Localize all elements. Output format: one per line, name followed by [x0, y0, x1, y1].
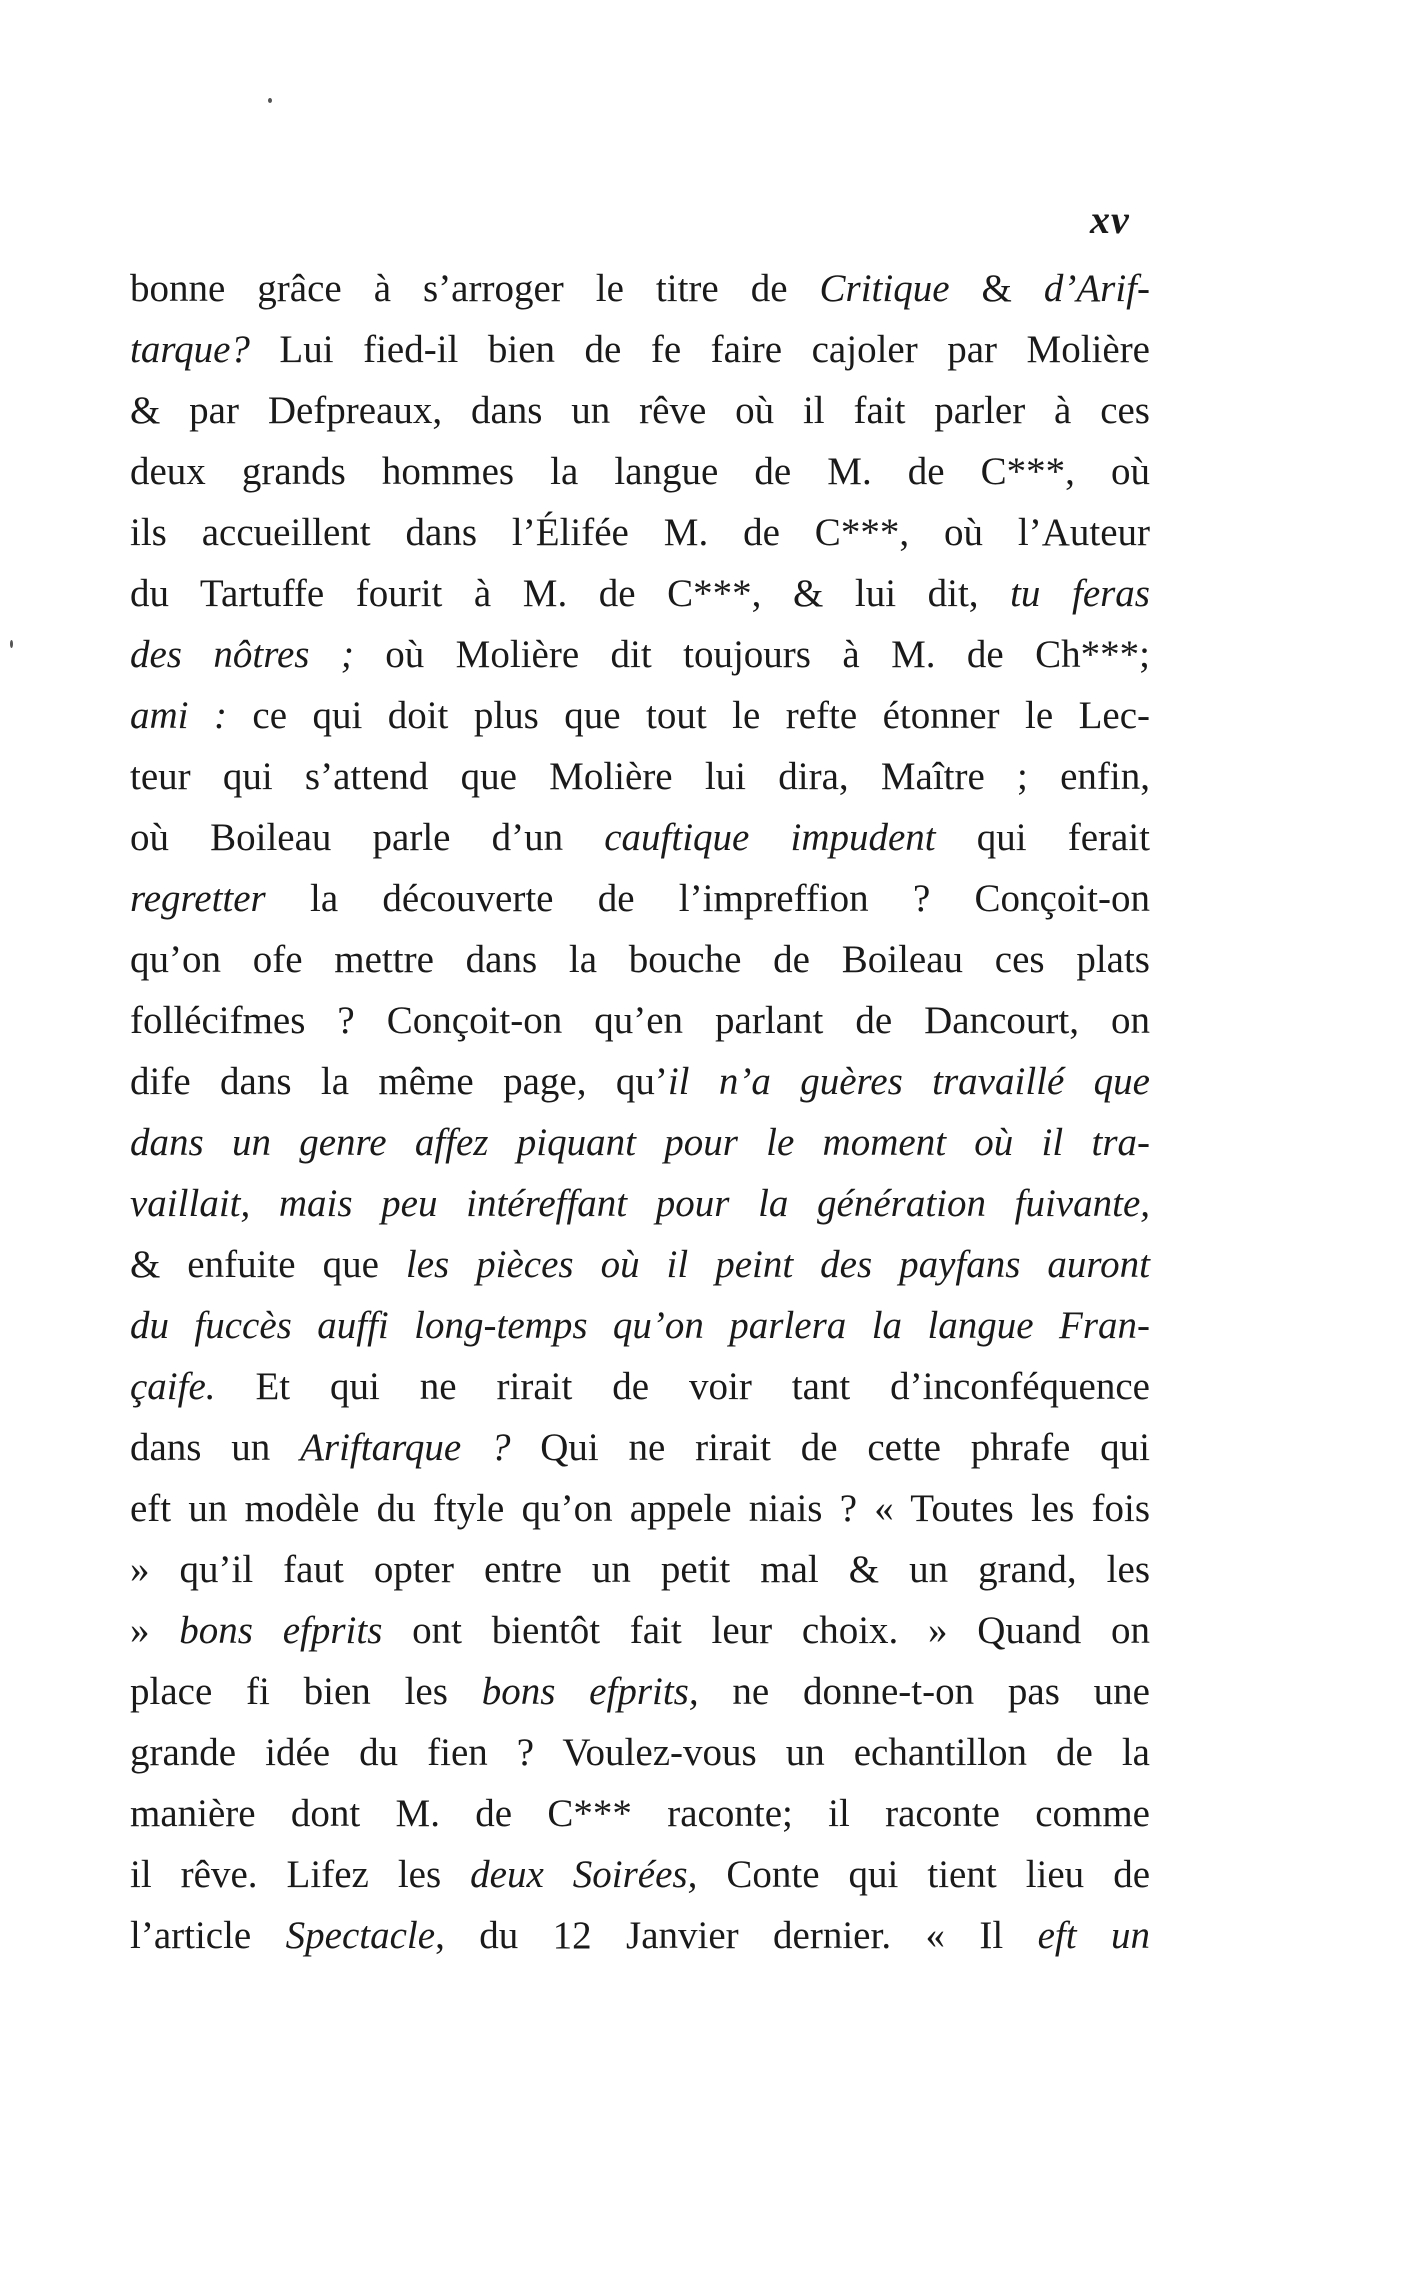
text-segment: Qui ne rirait de cette phrafe qui	[510, 1426, 1150, 1469]
italic-segment: bons efprits,	[481, 1670, 699, 1713]
text-segment: deux grands hommes la langue de M. de C***, où	[130, 450, 1150, 493]
italic-segment: çaife.	[130, 1365, 216, 1408]
text-line	[130, 746, 1150, 807]
italic-segment: regretter	[130, 877, 266, 920]
text-line	[130, 1478, 1150, 1539]
text-segment: Lui fied-il bien de fe faire cajoler par Molière	[249, 328, 1150, 371]
text-segment: où Molière dit toujours à M. de Ch***;	[353, 633, 1151, 676]
text-line	[130, 502, 1150, 563]
text-line	[130, 319, 1150, 380]
text-segment: Et qui ne rirait de voir tant d’inconféquence	[215, 1365, 1150, 1408]
italic-segment: vaillait, mais peu intéreffant pour la génération fuivante,	[130, 1182, 1150, 1225]
text-line	[130, 1051, 1150, 1112]
text-line	[130, 624, 1150, 685]
text-line	[130, 1356, 1150, 1417]
italic-segment: eft un	[1037, 1914, 1150, 1957]
text-line	[130, 563, 1150, 624]
text-segment: l’article	[130, 1914, 286, 1957]
text-segment: & par Defpreaux, dans un rêve où il fait parler à ces	[130, 389, 1150, 432]
text-segment: ils accueillent dans l’Élifée M. de C***, où l’Auteur	[130, 511, 1150, 554]
text-line	[130, 1600, 1150, 1661]
body-text	[130, 258, 1150, 1966]
text-line	[130, 1722, 1150, 1783]
text-line	[130, 1234, 1150, 1295]
text-line	[130, 441, 1150, 502]
text-segment: & enfuite que	[130, 1243, 406, 1286]
text-segment: il rêve. Lifez les	[130, 1853, 471, 1896]
italic-segment: il n’a guères travaillé que	[667, 1060, 1150, 1103]
text-line	[130, 868, 1150, 929]
text-line	[130, 1539, 1150, 1600]
text-segment: &	[949, 267, 1044, 310]
italic-segment: Critique	[819, 267, 950, 310]
italic-segment: tarque?	[130, 328, 250, 371]
text-segment: où Boileau parle d’un	[130, 816, 605, 859]
text-segment: manière dont M. de C*** raconte; il raconte comme	[130, 1792, 1150, 1835]
text-line	[130, 380, 1150, 441]
text-line	[130, 807, 1150, 868]
text-segment: qui ferait	[935, 816, 1150, 859]
text-line	[130, 1417, 1150, 1478]
text-segment: teur qui s’attend que Molière lui dira, Maître ; enfin,	[130, 755, 1150, 798]
italic-segment: bons efprits	[179, 1609, 383, 1652]
text-segment: ce qui doit plus que tout le refte étonner le Lec-	[226, 694, 1150, 737]
italic-segment: des nôtres ;	[130, 633, 354, 676]
text-line	[130, 1295, 1150, 1356]
page-number: xv	[1090, 197, 1130, 242]
text-segment: du Tartuffe fourit à M. de C***, & lui dit,	[130, 572, 1011, 615]
italic-segment: du fuccès auffi long-temps qu’on parlera la langue Fran-	[130, 1304, 1150, 1347]
text-line	[130, 1661, 1150, 1722]
text-line	[130, 990, 1150, 1051]
text-segment: qu’on ofe mettre dans la bouche de Boileau ces plats	[130, 938, 1150, 981]
text-line	[130, 1905, 1150, 1966]
italic-segment: deux Soirées,	[470, 1853, 698, 1896]
text-segment: » qu’il faut opter entre un petit mal & un grand, les	[130, 1548, 1150, 1591]
italic-segment: cauftique impudent	[604, 816, 936, 859]
text-segment: »	[130, 1609, 180, 1652]
text-segment: dans un	[130, 1426, 301, 1469]
italic-segment: dans un genre affez piquant pour le moment où il tra-	[130, 1121, 1150, 1164]
italic-segment: les pièces où il peint des payfans auront	[405, 1243, 1150, 1286]
italic-segment: d’Arif-	[1043, 267, 1150, 310]
italic-segment: Ariftarque ?	[300, 1426, 511, 1469]
text-segment: Conte qui tient lieu de	[697, 1853, 1150, 1896]
text-line	[130, 1112, 1150, 1173]
text-segment: ne donne-t-on pas une	[698, 1670, 1150, 1713]
text-line	[130, 929, 1150, 990]
text-line	[130, 1173, 1150, 1234]
italic-segment: ami :	[130, 694, 227, 737]
text-segment: dife dans la même page, qu’	[130, 1060, 668, 1103]
text-segment: bonne grâce à s’arroger le titre de	[130, 267, 820, 310]
text-segment: eft un modèle du ftyle qu’on appele niais ? « Toutes les fois	[130, 1487, 1150, 1530]
text-line	[130, 1844, 1150, 1905]
text-segment: place fi bien les	[130, 1670, 482, 1713]
text-segment: follécifmes ? Conçoit-on qu’en parlant de Dancourt, on	[130, 999, 1150, 1042]
margin-speck	[268, 98, 272, 103]
text-segment: , du 12 Janvier dernier. « Il	[435, 1914, 1038, 1957]
italic-segment: tu feras	[1010, 572, 1150, 615]
text-segment: ont bientôt fait leur choix. » Quand on	[382, 1609, 1151, 1652]
text-segment: grande idée du fien ? Voulez-vous un echantillon de la	[130, 1731, 1150, 1774]
text-line	[130, 258, 1150, 319]
italic-segment: Spectacle	[285, 1914, 436, 1957]
margin-speck	[10, 640, 13, 648]
text-segment: la découverte de l’impreffion ? Conçoit-on	[265, 877, 1150, 920]
text-line	[130, 685, 1150, 746]
text-line	[130, 1783, 1150, 1844]
